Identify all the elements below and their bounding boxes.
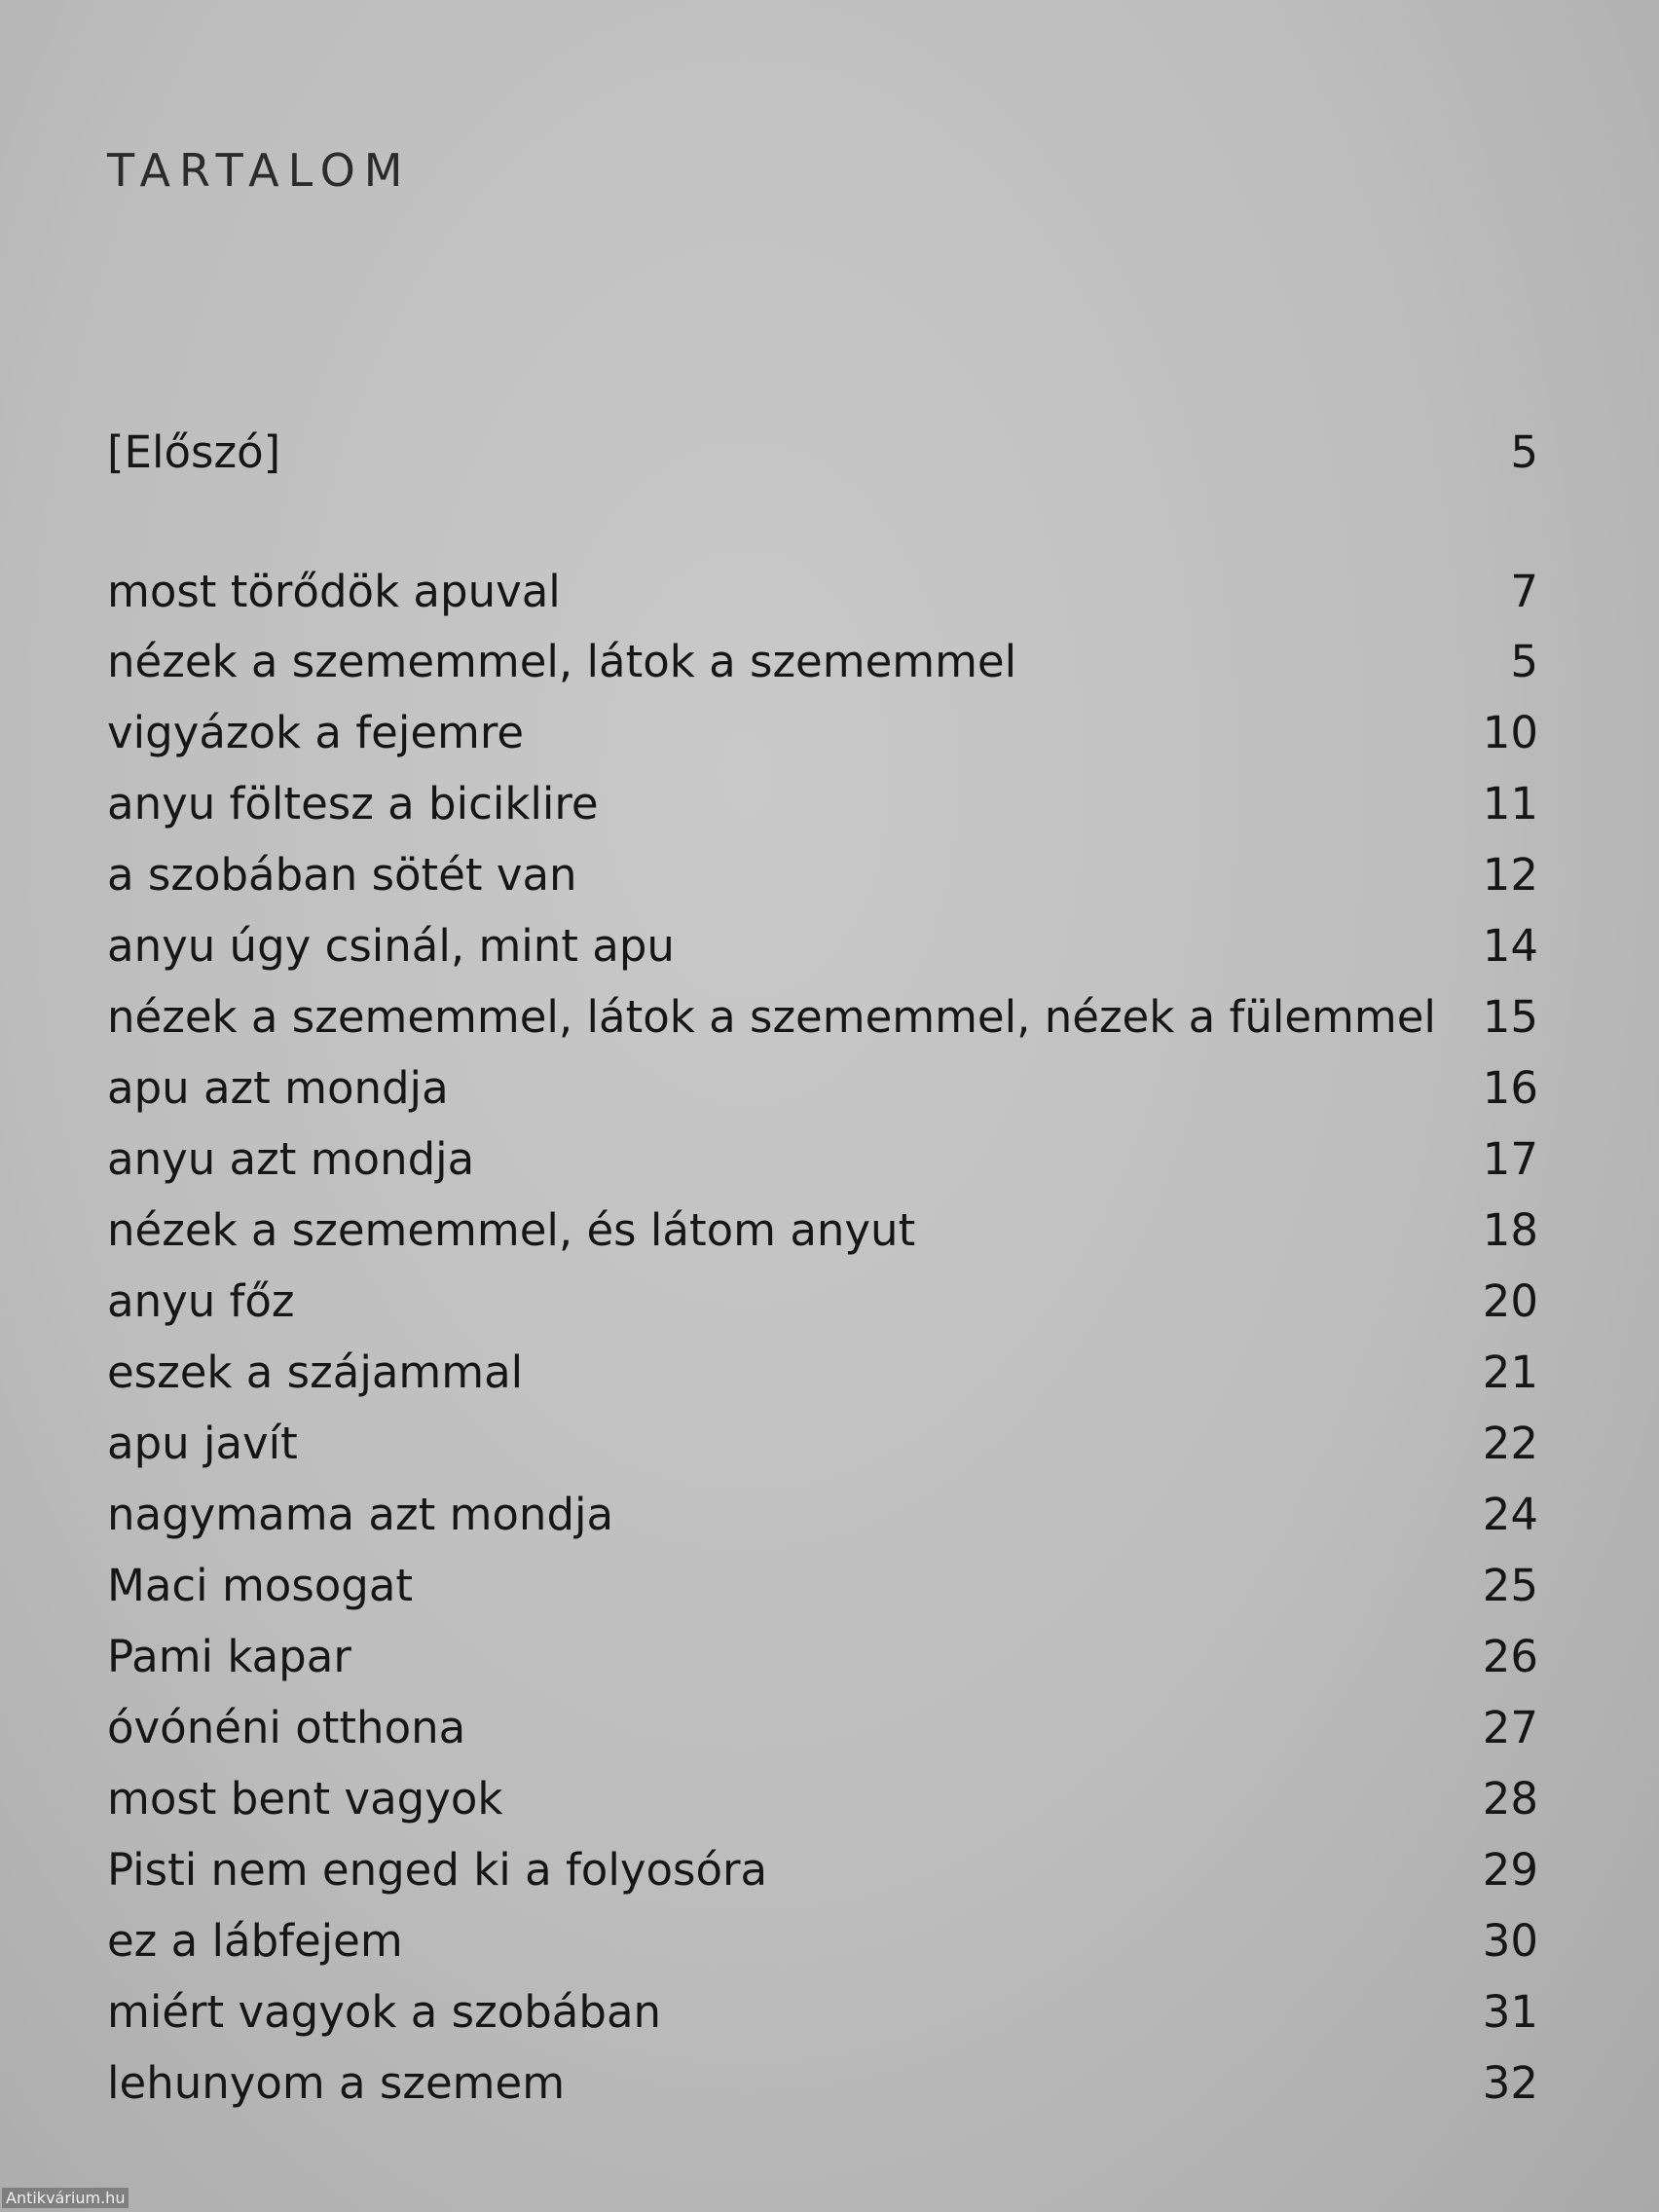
toc-entry-page: 22: [1482, 1418, 1538, 1469]
toc-entry-title: anyu főz: [107, 1275, 295, 1327]
toc-entry-title: eszek a szájammal: [107, 1346, 524, 1398]
toc-entry-title: anyu úgy csinál, mint apu: [107, 920, 675, 972]
toc-entry-page: 18: [1482, 1204, 1538, 1256]
toc-entry-title: anyu föltesz a biciklire: [107, 778, 599, 830]
watermark-label: Antikvárium.hu: [2, 2188, 129, 2208]
toc-entry: [107, 1272, 1538, 1331]
toc-entry-page: 5: [1510, 636, 1538, 687]
toc-entry-page: 21: [1482, 1346, 1538, 1398]
toc-entry-title: Pisti nem enged ki a folyosóra: [107, 1844, 768, 1896]
toc-entry-page: 28: [1482, 1773, 1538, 1825]
toc-entry-title: apu javít: [107, 1418, 298, 1469]
toc-entry-title: nagymama azt mondja: [107, 1489, 614, 1540]
toc-entry-page: 25: [1482, 1560, 1538, 1611]
toc-entry-title: apu azt mondja: [107, 1062, 449, 1114]
toc-entry-title: nézek a szememmel, látok a szememmel: [107, 636, 1017, 687]
toc-entry-page: 30: [1482, 1915, 1538, 1967]
toc-entry-page: 15: [1482, 991, 1538, 1043]
toc-entry: [107, 917, 1538, 976]
toc-entry: [107, 1912, 1538, 1971]
toc-entry: [107, 1841, 1538, 1899]
toc-entry-title: ez a lábfejem: [107, 1915, 403, 1967]
toc-entry-page: 14: [1482, 920, 1538, 972]
toc-entry: [107, 1557, 1538, 1615]
toc-entry-title: lehunyom a szemem: [107, 2057, 566, 2109]
toc-entry-title: vigyázok a fejemre: [107, 707, 525, 758]
toc-entry-page: 11: [1482, 778, 1538, 830]
toc-entry: [107, 563, 1538, 621]
toc-entry: [107, 424, 1538, 482]
toc-entry-title: Pami kapar: [107, 1631, 351, 1682]
toc-entry: [107, 704, 1538, 762]
toc-entry-page: 5: [1510, 426, 1538, 478]
toc-entry: [107, 846, 1538, 904]
toc-entry-title: nézek a szememmel, és látom anyut: [107, 1204, 916, 1256]
toc-entry: [107, 1201, 1538, 1260]
toc-entry: [107, 1486, 1538, 1544]
toc-entry-page: 24: [1482, 1489, 1538, 1540]
toc-entry: [107, 1344, 1538, 1402]
toc-entry-page: 7: [1510, 566, 1538, 617]
toc-entry-title: nézek a szememmel, látok a szememmel, nézek a fülemmel: [107, 991, 1436, 1043]
toc-entry-title: a szobában sötét van: [107, 849, 577, 901]
toc-entry: [107, 1628, 1538, 1686]
toc-entry-title: anyu azt mondja: [107, 1133, 475, 1185]
toc-entry: [107, 1415, 1538, 1473]
page-title: TARTALOM: [107, 144, 412, 197]
toc-entry-page: 31: [1482, 1986, 1538, 2038]
toc-entry-page: 12: [1482, 849, 1538, 901]
toc-entry: [107, 1983, 1538, 2042]
toc-entry-title: óvónéni otthona: [107, 1702, 466, 1753]
toc-entry-page: 17: [1482, 1133, 1538, 1185]
toc-entry: [107, 1770, 1538, 1828]
toc-entry-page: 29: [1482, 1844, 1538, 1896]
toc-entry-page: 16: [1482, 1062, 1538, 1114]
toc-entry: [107, 2054, 1538, 2113]
toc-entry: [107, 1699, 1538, 1757]
toc-entry: [107, 633, 1538, 691]
toc-entry-title: [Előszó]: [107, 426, 281, 478]
toc-entry: [107, 988, 1538, 1047]
toc-entry-page: 26: [1482, 1631, 1538, 1682]
toc-entry-page: 20: [1482, 1275, 1538, 1327]
toc-entry-title: most törődök apuval: [107, 566, 561, 617]
toc-entry: [107, 775, 1538, 833]
toc-entry-page: 32: [1482, 2057, 1538, 2109]
toc-entry: [107, 1130, 1538, 1189]
toc-entry-page: 27: [1482, 1702, 1538, 1753]
toc-entry: [107, 1059, 1538, 1118]
toc-entry-title: most bent vagyok: [107, 1773, 503, 1825]
toc-entry-title: miért vagyok a szobában: [107, 1986, 662, 2038]
toc-entry-title: Maci mosogat: [107, 1560, 414, 1611]
toc-entry-page: 10: [1482, 707, 1538, 758]
